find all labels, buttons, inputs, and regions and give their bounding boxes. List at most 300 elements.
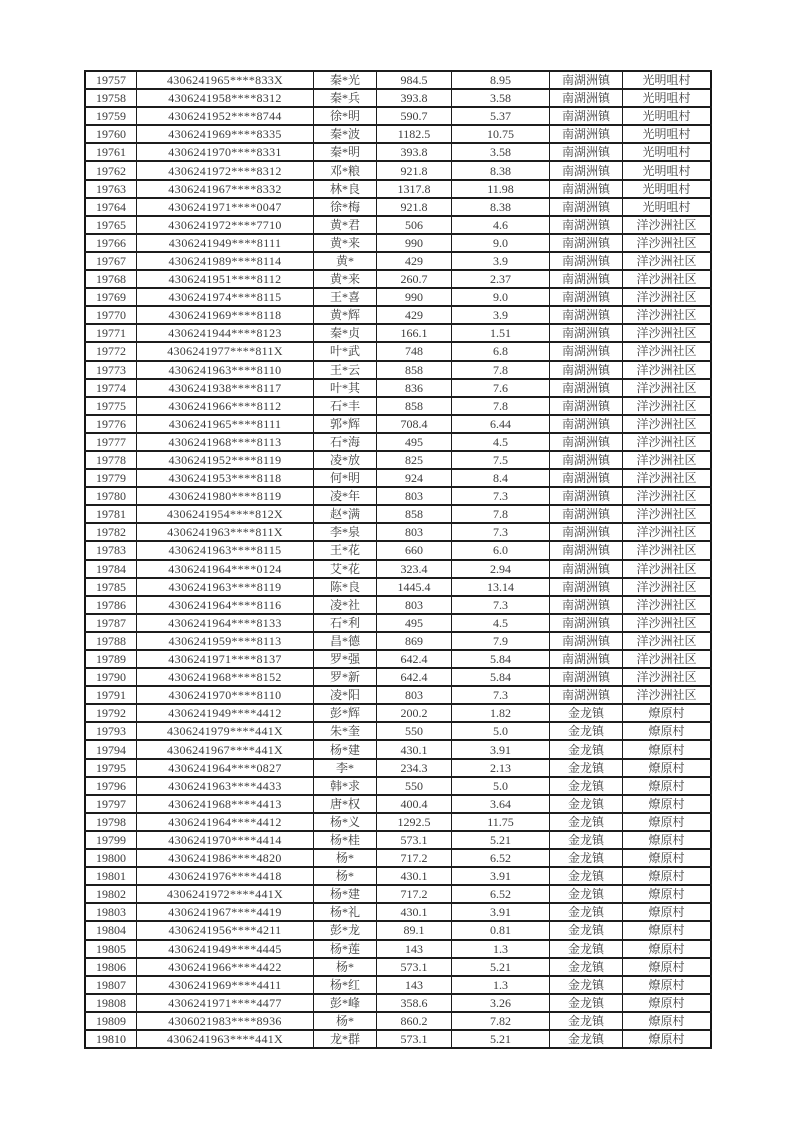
cell-name: 昌*德 <box>314 632 377 650</box>
cell-name: 杨* <box>314 867 377 885</box>
cell-name: 凌*年 <box>314 487 377 505</box>
cell-village: 燎原村 <box>623 759 712 777</box>
cell-amount: 400.4 <box>377 795 452 813</box>
cell-town: 南湖洲镇 <box>550 505 623 523</box>
cell-name: 杨*莲 <box>314 940 377 958</box>
cell-town: 南湖洲镇 <box>550 270 623 288</box>
cell-serial: 19782 <box>85 523 137 541</box>
cell-name: 郭*辉 <box>314 415 377 433</box>
cell-amount: 260.7 <box>377 270 452 288</box>
cell-town: 南湖洲镇 <box>550 324 623 342</box>
cell-name: 唐*权 <box>314 795 377 813</box>
cell-serial: 19810 <box>85 1030 137 1048</box>
cell-village: 燎原村 <box>623 994 712 1012</box>
cell-id_number: 4306241969****8118 <box>137 306 314 324</box>
table-row <box>85 704 711 722</box>
cell-town: 金龙镇 <box>550 958 623 976</box>
cell-serial: 19789 <box>85 650 137 668</box>
table-row <box>85 614 711 632</box>
cell-serial: 19802 <box>85 885 137 903</box>
cell-village: 洋沙洲社区 <box>623 451 712 469</box>
cell-area: 1.51 <box>452 324 550 342</box>
cell-serial: 19779 <box>85 469 137 487</box>
cell-town: 金龙镇 <box>550 994 623 1012</box>
cell-serial: 19806 <box>85 958 137 976</box>
cell-town: 南湖洲镇 <box>550 632 623 650</box>
cell-town: 南湖洲镇 <box>550 451 623 469</box>
table-row <box>85 686 711 704</box>
cell-serial: 19774 <box>85 379 137 397</box>
cell-id_number: 4306241969****4411 <box>137 976 314 994</box>
cell-area: 6.44 <box>452 415 550 433</box>
cell-area: 10.75 <box>452 125 550 143</box>
cell-serial: 19799 <box>85 831 137 849</box>
cell-serial: 19766 <box>85 234 137 252</box>
cell-area: 3.9 <box>452 252 550 270</box>
cell-serial: 19796 <box>85 777 137 795</box>
cell-area: 6.8 <box>452 342 550 360</box>
cell-village: 洋沙洲社区 <box>623 523 712 541</box>
cell-village: 燎原村 <box>623 740 712 758</box>
cell-amount: 429 <box>377 252 452 270</box>
cell-id_number: 4306241965****833X <box>137 71 314 89</box>
cell-amount: 1292.5 <box>377 813 452 831</box>
cell-village: 洋沙洲社区 <box>623 686 712 704</box>
cell-id_number: 4306241970****8331 <box>137 143 314 161</box>
cell-name: 罗*新 <box>314 668 377 686</box>
cell-village: 光明咀村 <box>623 125 712 143</box>
cell-town: 南湖洲镇 <box>550 560 623 578</box>
table-row <box>85 451 711 469</box>
table-row <box>85 849 711 867</box>
cell-name: 黄*来 <box>314 234 377 252</box>
table-row <box>85 795 711 813</box>
cell-name: 徐*梅 <box>314 198 377 216</box>
cell-village: 燎原村 <box>623 722 712 740</box>
table-row <box>85 596 711 614</box>
cell-village: 洋沙洲社区 <box>623 541 712 559</box>
cell-town: 南湖洲镇 <box>550 578 623 596</box>
cell-name: 王*喜 <box>314 288 377 306</box>
cell-serial: 19781 <box>85 505 137 523</box>
cell-serial: 19768 <box>85 270 137 288</box>
cell-serial: 19778 <box>85 451 137 469</box>
table-body <box>85 71 711 1048</box>
cell-name: 秦*光 <box>314 71 377 89</box>
cell-area: 3.91 <box>452 903 550 921</box>
cell-amount: 660 <box>377 541 452 559</box>
cell-name: 秦*兵 <box>314 89 377 107</box>
cell-serial: 19763 <box>85 180 137 198</box>
cell-amount: 590.7 <box>377 107 452 125</box>
cell-amount: 803 <box>377 686 452 704</box>
cell-area: 13.14 <box>452 578 550 596</box>
table-row <box>85 71 711 89</box>
cell-name: 李*泉 <box>314 523 377 541</box>
cell-area: 7.3 <box>452 487 550 505</box>
cell-village: 洋沙洲社区 <box>623 596 712 614</box>
table-row <box>85 342 711 360</box>
cell-area: 7.8 <box>452 361 550 379</box>
cell-amount: 573.1 <box>377 831 452 849</box>
cell-area: 3.91 <box>452 740 550 758</box>
cell-town: 金龙镇 <box>550 831 623 849</box>
cell-town: 南湖洲镇 <box>550 415 623 433</box>
cell-area: 5.0 <box>452 722 550 740</box>
cell-name: 朱*奎 <box>314 722 377 740</box>
cell-amount: 869 <box>377 632 452 650</box>
cell-area: 2.37 <box>452 270 550 288</box>
cell-name: 黄*辉 <box>314 306 377 324</box>
cell-serial: 19762 <box>85 161 137 179</box>
cell-id_number: 4306241977****811X <box>137 342 314 360</box>
cell-town: 南湖洲镇 <box>550 89 623 107</box>
cell-id_number: 4306241958****8312 <box>137 89 314 107</box>
cell-amount: 506 <box>377 216 452 234</box>
cell-area: 1.3 <box>452 976 550 994</box>
table-row <box>85 469 711 487</box>
cell-village: 洋沙洲社区 <box>623 415 712 433</box>
cell-serial: 19786 <box>85 596 137 614</box>
cell-id_number: 4306241963****8115 <box>137 541 314 559</box>
cell-id_number: 4306241970****4414 <box>137 831 314 849</box>
cell-area: 7.5 <box>452 451 550 469</box>
cell-id_number: 4306241949****4412 <box>137 704 314 722</box>
cell-town: 南湖洲镇 <box>550 487 623 505</box>
cell-village: 洋沙洲社区 <box>623 487 712 505</box>
cell-area: 8.38 <box>452 198 550 216</box>
cell-area: 6.0 <box>452 541 550 559</box>
cell-name: 艾*花 <box>314 560 377 578</box>
cell-amount: 990 <box>377 288 452 306</box>
cell-name: 黄* <box>314 252 377 270</box>
table-row <box>85 1012 711 1030</box>
cell-id_number: 4306241963****811X <box>137 523 314 541</box>
table-row <box>85 143 711 161</box>
cell-area: 3.64 <box>452 795 550 813</box>
table-row <box>85 976 711 994</box>
cell-id_number: 4306241963****8119 <box>137 578 314 596</box>
cell-area: 2.94 <box>452 560 550 578</box>
cell-town: 南湖洲镇 <box>550 541 623 559</box>
cell-village: 燎原村 <box>623 1012 712 1030</box>
cell-serial: 19775 <box>85 397 137 415</box>
table-row <box>85 487 711 505</box>
cell-name: 徐*明 <box>314 107 377 125</box>
cell-id_number: 4306241968****8152 <box>137 668 314 686</box>
cell-serial: 19794 <box>85 740 137 758</box>
cell-town: 南湖洲镇 <box>550 143 623 161</box>
cell-id_number: 4306241989****8114 <box>137 252 314 270</box>
cell-name: 杨*建 <box>314 885 377 903</box>
cell-village: 洋沙洲社区 <box>623 505 712 523</box>
cell-serial: 19805 <box>85 940 137 958</box>
cell-name: 秦*贞 <box>314 324 377 342</box>
cell-area: 8.95 <box>452 71 550 89</box>
cell-amount: 990 <box>377 234 452 252</box>
table-row <box>85 161 711 179</box>
cell-id_number: 4306241952****8119 <box>137 451 314 469</box>
cell-village: 洋沙洲社区 <box>623 469 712 487</box>
cell-id_number: 4306241953****8118 <box>137 469 314 487</box>
table-row <box>85 903 711 921</box>
cell-serial: 19809 <box>85 1012 137 1030</box>
cell-amount: 550 <box>377 722 452 740</box>
cell-id_number: 4306241963****8110 <box>137 361 314 379</box>
cell-amount: 495 <box>377 614 452 632</box>
cell-village: 洋沙洲社区 <box>623 668 712 686</box>
cell-area: 5.84 <box>452 650 550 668</box>
cell-id_number: 4306241979****441X <box>137 722 314 740</box>
cell-village: 燎原村 <box>623 921 712 939</box>
cell-area: 5.0 <box>452 777 550 795</box>
cell-village: 燎原村 <box>623 958 712 976</box>
cell-serial: 19788 <box>85 632 137 650</box>
cell-town: 金龙镇 <box>550 722 623 740</box>
cell-amount: 166.1 <box>377 324 452 342</box>
cell-id_number: 4306241971****4477 <box>137 994 314 1012</box>
cell-id_number: 4306241980****8119 <box>137 487 314 505</box>
cell-id_number: 4306241964****0124 <box>137 560 314 578</box>
cell-village: 洋沙洲社区 <box>623 342 712 360</box>
table-row <box>85 578 711 596</box>
cell-town: 南湖洲镇 <box>550 216 623 234</box>
cell-village: 洋沙洲社区 <box>623 324 712 342</box>
cell-village: 燎原村 <box>623 903 712 921</box>
cell-village: 燎原村 <box>623 940 712 958</box>
cell-name: 杨* <box>314 958 377 976</box>
table-row <box>85 433 711 451</box>
cell-id_number: 4306241959****8113 <box>137 632 314 650</box>
cell-area: 7.6 <box>452 379 550 397</box>
cell-area: 2.13 <box>452 759 550 777</box>
cell-town: 南湖洲镇 <box>550 686 623 704</box>
cell-id_number: 4306241965****8111 <box>137 415 314 433</box>
cell-name: 何*明 <box>314 469 377 487</box>
cell-amount: 921.8 <box>377 198 452 216</box>
cell-town: 南湖洲镇 <box>550 614 623 632</box>
table-row <box>85 324 711 342</box>
cell-name: 石*丰 <box>314 397 377 415</box>
cell-name: 叶*武 <box>314 342 377 360</box>
cell-serial: 19758 <box>85 89 137 107</box>
cell-area: 7.8 <box>452 397 550 415</box>
cell-amount: 323.4 <box>377 560 452 578</box>
table-row <box>85 813 711 831</box>
cell-id_number: 4306241967****441X <box>137 740 314 758</box>
cell-village: 洋沙洲社区 <box>623 397 712 415</box>
cell-village: 光明咀村 <box>623 180 712 198</box>
cell-amount: 825 <box>377 451 452 469</box>
cell-id_number: 4306241964****0827 <box>137 759 314 777</box>
cell-town: 金龙镇 <box>550 1030 623 1048</box>
cell-amount: 717.2 <box>377 849 452 867</box>
cell-town: 南湖洲镇 <box>550 523 623 541</box>
cell-area: 4.6 <box>452 216 550 234</box>
cell-village: 洋沙洲社区 <box>623 270 712 288</box>
cell-name: 彭*龙 <box>314 921 377 939</box>
cell-id_number: 4306241974****8115 <box>137 288 314 306</box>
cell-area: 3.9 <box>452 306 550 324</box>
cell-amount: 430.1 <box>377 903 452 921</box>
cell-amount: 836 <box>377 379 452 397</box>
cell-village: 燎原村 <box>623 831 712 849</box>
cell-id_number: 4306241967****8332 <box>137 180 314 198</box>
table-row <box>85 867 711 885</box>
cell-amount: 858 <box>377 397 452 415</box>
cell-town: 金龙镇 <box>550 885 623 903</box>
cell-amount: 858 <box>377 505 452 523</box>
cell-name: 凌*社 <box>314 596 377 614</box>
table-row <box>85 379 711 397</box>
table-row <box>85 1030 711 1048</box>
cell-serial: 19770 <box>85 306 137 324</box>
table-row <box>85 107 711 125</box>
table-row <box>85 125 711 143</box>
cell-amount: 924 <box>377 469 452 487</box>
cell-area: 6.52 <box>452 849 550 867</box>
cell-area: 3.91 <box>452 867 550 885</box>
table-row <box>85 541 711 559</box>
cell-town: 南湖洲镇 <box>550 125 623 143</box>
cell-name: 石*海 <box>314 433 377 451</box>
table-row <box>85 885 711 903</box>
cell-amount: 430.1 <box>377 867 452 885</box>
cell-village: 光明咀村 <box>623 143 712 161</box>
table-row <box>85 523 711 541</box>
table-row <box>85 180 711 198</box>
cell-amount: 430.1 <box>377 740 452 758</box>
table-row <box>85 415 711 433</box>
cell-name: 龙*群 <box>314 1030 377 1048</box>
cell-town: 南湖洲镇 <box>550 161 623 179</box>
cell-serial: 19791 <box>85 686 137 704</box>
cell-amount: 234.3 <box>377 759 452 777</box>
cell-town: 南湖洲镇 <box>550 180 623 198</box>
cell-amount: 642.4 <box>377 650 452 668</box>
cell-area: 7.3 <box>452 686 550 704</box>
cell-id_number: 4306241964****8133 <box>137 614 314 632</box>
cell-serial: 19784 <box>85 560 137 578</box>
cell-name: 杨* <box>314 1012 377 1030</box>
cell-id_number: 4306241952****8744 <box>137 107 314 125</box>
cell-serial: 19759 <box>85 107 137 125</box>
cell-area: 7.3 <box>452 596 550 614</box>
cell-id_number: 4306241970****8110 <box>137 686 314 704</box>
cell-serial: 19776 <box>85 415 137 433</box>
cell-amount: 1445.4 <box>377 578 452 596</box>
cell-village: 燎原村 <box>623 849 712 867</box>
cell-village: 燎原村 <box>623 976 712 994</box>
cell-id_number: 4306241966****4422 <box>137 958 314 976</box>
cell-village: 燎原村 <box>623 1030 712 1048</box>
cell-town: 南湖洲镇 <box>550 596 623 614</box>
cell-serial: 19800 <box>85 849 137 867</box>
cell-id_number: 4306241972****441X <box>137 885 314 903</box>
cell-town: 南湖洲镇 <box>550 361 623 379</box>
cell-serial: 19767 <box>85 252 137 270</box>
cell-village: 洋沙洲社区 <box>623 306 712 324</box>
cell-area: 4.5 <box>452 433 550 451</box>
cell-id_number: 4306241949****4445 <box>137 940 314 958</box>
cell-id_number: 4306241938****8117 <box>137 379 314 397</box>
cell-town: 南湖洲镇 <box>550 306 623 324</box>
cell-name: 杨*礼 <box>314 903 377 921</box>
table-row <box>85 397 711 415</box>
cell-town: 金龙镇 <box>550 795 623 813</box>
cell-town: 金龙镇 <box>550 921 623 939</box>
cell-area: 3.58 <box>452 89 550 107</box>
cell-town: 南湖洲镇 <box>550 342 623 360</box>
cell-serial: 19803 <box>85 903 137 921</box>
cell-amount: 803 <box>377 596 452 614</box>
cell-name: 秦*明 <box>314 143 377 161</box>
cell-area: 7.3 <box>452 523 550 541</box>
cell-amount: 984.5 <box>377 71 452 89</box>
cell-town: 金龙镇 <box>550 976 623 994</box>
cell-id_number: 4306241971****8137 <box>137 650 314 668</box>
table-row <box>85 940 711 958</box>
cell-name: 王*云 <box>314 361 377 379</box>
cell-area: 1.82 <box>452 704 550 722</box>
cell-amount: 550 <box>377 777 452 795</box>
cell-serial: 19787 <box>85 614 137 632</box>
cell-village: 洋沙洲社区 <box>623 288 712 306</box>
table-row <box>85 505 711 523</box>
cell-amount: 393.8 <box>377 143 452 161</box>
cell-amount: 1317.8 <box>377 180 452 198</box>
cell-serial: 19808 <box>85 994 137 1012</box>
cell-serial: 19792 <box>85 704 137 722</box>
cell-serial: 19807 <box>85 976 137 994</box>
cell-name: 杨*义 <box>314 813 377 831</box>
cell-area: 4.5 <box>452 614 550 632</box>
cell-name: 彭*峰 <box>314 994 377 1012</box>
cell-serial: 19795 <box>85 759 137 777</box>
cell-amount: 143 <box>377 940 452 958</box>
cell-town: 南湖洲镇 <box>550 198 623 216</box>
cell-name: 陈*良 <box>314 578 377 596</box>
cell-area: 5.21 <box>452 831 550 849</box>
cell-serial: 19771 <box>85 324 137 342</box>
cell-town: 金龙镇 <box>550 813 623 831</box>
cell-village: 燎原村 <box>623 795 712 813</box>
cell-id_number: 4306241951****8112 <box>137 270 314 288</box>
cell-town: 南湖洲镇 <box>550 668 623 686</box>
cell-area: 5.21 <box>452 1030 550 1048</box>
cell-serial: 19760 <box>85 125 137 143</box>
beneficiary-table <box>84 70 712 1049</box>
cell-village: 洋沙洲社区 <box>623 379 712 397</box>
cell-id_number: 4306241949****8111 <box>137 234 314 252</box>
table-row <box>85 632 711 650</box>
table-row <box>85 831 711 849</box>
cell-amount: 717.2 <box>377 885 452 903</box>
cell-name: 李* <box>314 759 377 777</box>
cell-town: 南湖洲镇 <box>550 433 623 451</box>
cell-amount: 573.1 <box>377 958 452 976</box>
table-row <box>85 306 711 324</box>
cell-serial: 19801 <box>85 867 137 885</box>
cell-amount: 642.4 <box>377 668 452 686</box>
cell-amount: 573.1 <box>377 1030 452 1048</box>
cell-name: 凌*阳 <box>314 686 377 704</box>
cell-name: 黄*君 <box>314 216 377 234</box>
cell-id_number: 4306241971****0047 <box>137 198 314 216</box>
cell-town: 南湖洲镇 <box>550 469 623 487</box>
table-row <box>85 198 711 216</box>
cell-amount: 495 <box>377 433 452 451</box>
